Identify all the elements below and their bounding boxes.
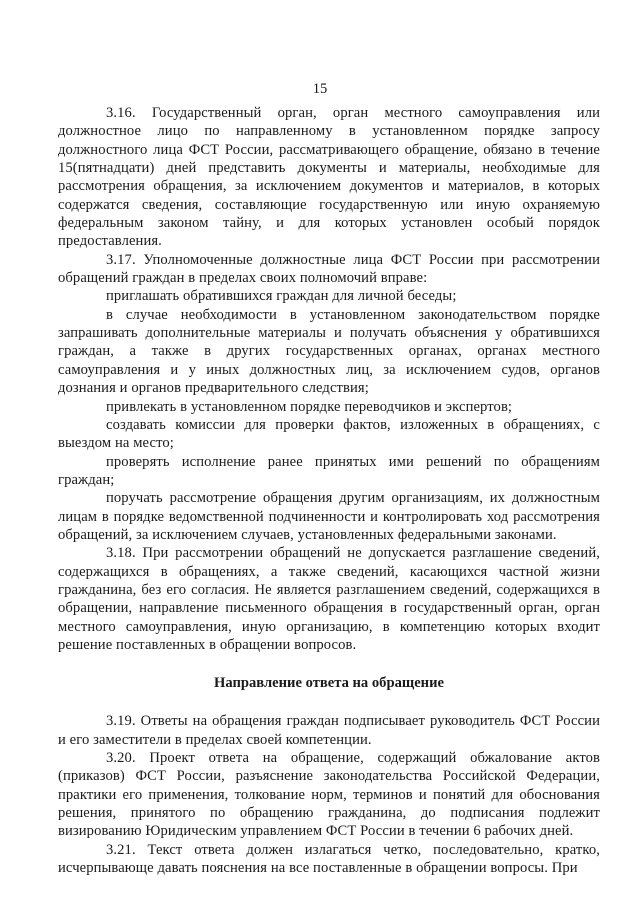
document-body [58, 80, 600, 877]
paragraph-3-20: 3.20. Проект ответа на обращение, содержащий обжалование актов (приказов) ФСТ России, разъяснение законодательства Российской Федерации, практики его применения, толкование норм, терминов и понятий для обоснования решения, принятого по обращению гражданина, до подписания подлежит визированию Юридическим управлением ФСТ России в течении 6 рабочих дней. [58, 750, 600, 840]
section-heading: Направление ответа на обращение [214, 675, 444, 692]
list-item: в случае необходимости в установленном законодательством порядке запрашивать дополнительные материалы и получать объяснения у обратившихся граждан, а также в других государственных органах, органах местного самоуправления и у иных должностных лиц, за исключением судов, органов дознания и органов предварительного следствия; [58, 306, 600, 397]
list-item: поручать рассмотрение обращения другим организациям, их должностным лицам в порядке ведомственной подчиненности и контролировать ход рассмотрения обращений, за исключением случаев, установленных федеральными законами. [58, 490, 600, 543]
paragraph-3-18: 3.18. При рассмотрении обращений не допускается разглашение сведений, содержащихся в обращениях, а также сведений, касающихся частной жизни гражданина, без его согласия. Не является разглашением сведений, содержащихся в обращении, направление письменного обращения в государственный орган, орган местного самоуправления, иную организацию, в компетенцию которых входит решение поставленных в обращении вопросов. [58, 545, 600, 653]
list-item: привлекать в установленном порядке переводчиков и экспертов; [106, 398, 513, 415]
paragraph-3-19: 3.19. Ответы на обращения граждан подписывает руководитель ФСТ России и его заместители в пределах своей компетенции. [58, 713, 600, 748]
paragraph-3-16: 3.16. Государственный орган, орган местного самоуправления или должностное лицо по направленному в установленном порядке запросу должностного лица ФСТ России, рассматривающего обращение, обязано в течение 15(пятнадцати) дней представить документы и материалы, необходимые для рассмотрения обращения, за исключением документов и материалов, в которых содержатся сведения, составляющие государственную или иную охраняемую федеральным законом тайну, и для которых установлен особый порядок предоставления. [58, 105, 600, 250]
list-item: приглашать обратившихся граждан для личной беседы; [106, 288, 457, 305]
page-number: 15 [312, 81, 328, 97]
paragraph-3-21: 3.21. Текст ответа должен излагаться четко, последовательно, кратко, исчерпывающе давать пояснения на все поставленные в обращении вопросы. При [58, 841, 600, 877]
paragraph-3-17: 3.17. Уполномоченные должностные лица ФСТ России при рассмотрении обращений граждан в пределах своих полномочий вправе: [58, 251, 600, 287]
list-item: проверять исполнение ранее принятых ими решений по обращениям граждан; [58, 453, 600, 488]
list-item: создавать комиссии для проверки фактов, изложенных в обращениях, с выездом на место; [58, 416, 600, 452]
